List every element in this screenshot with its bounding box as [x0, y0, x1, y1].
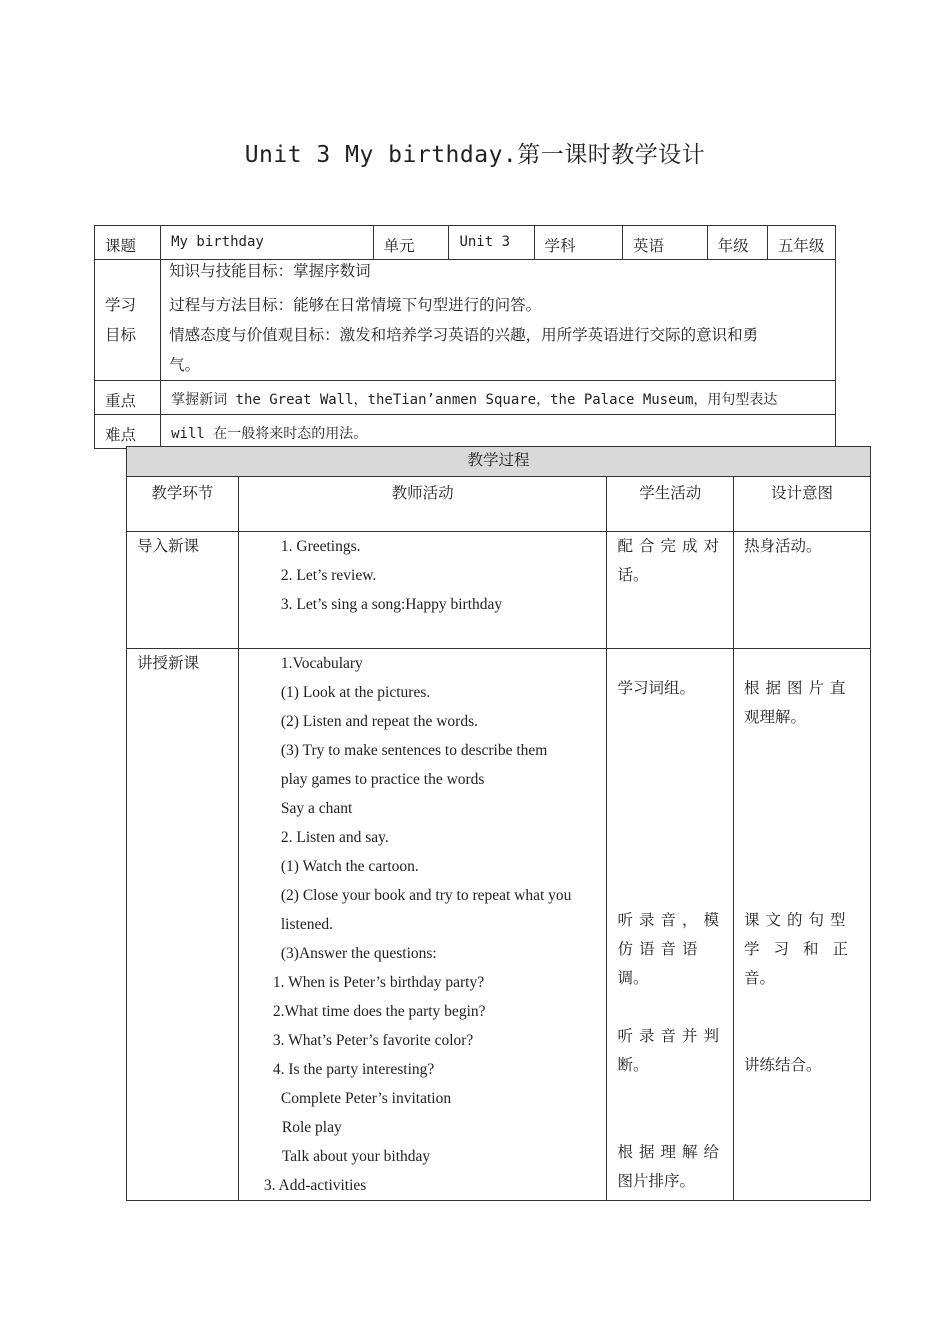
info-row-objectives: [95, 260, 836, 381]
list-item: listened.: [280, 916, 333, 933]
list-item: Complete Peter’s invitation: [280, 1090, 452, 1107]
spacer: [744, 993, 862, 1051]
student-lead-in: [607, 532, 734, 649]
difficult-label: 难点: [95, 415, 161, 449]
intent-pictures-1: 根据图片直: [743, 679, 852, 697]
objectives-label-line1: 学习: [105, 296, 137, 314]
unit-value: Unit 3: [449, 226, 534, 260]
list-item: 4. Is the party interesting?: [272, 1061, 435, 1078]
student-activity-vocab: 学习词组。: [617, 679, 695, 697]
difficult-value: will 在一般将来时态的用法。: [161, 415, 836, 449]
objective-attitude-cont: 气。: [169, 356, 201, 374]
intent-new-lesson: [733, 649, 870, 1201]
student-activity-judge-1: 听录音并判: [617, 1027, 725, 1045]
teacher-lead-in: [238, 532, 607, 649]
grade-label: 年级: [707, 226, 767, 260]
list-item: 1. When is Peter’s birthday party?: [272, 974, 485, 991]
intent-practice: 讲练结合。: [743, 1056, 822, 1074]
list-item: Role play: [281, 1119, 342, 1136]
list-item: 1. Greetings.: [280, 538, 361, 555]
table-row: [127, 532, 871, 649]
stage-lead-in-text: 导入新课: [137, 537, 200, 555]
course-label: 课题: [95, 226, 161, 260]
spacer: [617, 1080, 725, 1138]
list-item: Talk about your bithday: [281, 1148, 431, 1165]
course-value: My birthday: [161, 226, 373, 260]
title-chinese: 第一课时教学设计: [517, 142, 706, 168]
table-row: [127, 649, 871, 1201]
intent-lead-in: [733, 532, 870, 649]
intent-lead-in-text: 热身活动。: [743, 537, 822, 555]
intent-sentences-1: 课文的句型: [743, 911, 852, 929]
col-student: 学生活动: [607, 477, 734, 532]
spacer: [744, 649, 862, 674]
list-item: play games to practice the words: [280, 771, 485, 788]
student-activity-listen-1: 听录音，模: [617, 911, 725, 929]
info-row-key: [95, 381, 836, 415]
stage-new-lesson-text: 讲授新课: [137, 654, 200, 672]
page-title: [0, 136, 950, 169]
student-activity-listen-3: 调。: [617, 969, 649, 987]
subject-value: 英语: [623, 226, 708, 260]
student-activity-order-1: 根据理解给: [617, 1143, 725, 1161]
student-lead-in-line1: 配合完成对: [617, 537, 725, 555]
objective-process: 过程与方法目标：能够在日常情境下句型进行的问答。: [169, 296, 542, 314]
spacer: [617, 993, 725, 1022]
list-item: (1) Look at the pictures.: [280, 684, 431, 701]
objective-attitude: 情感态度与价值观目标：激发和培养学习英语的兴趣，用所学英语进行交际的意识和勇: [169, 326, 759, 344]
col-teacher: 教师活动: [238, 477, 607, 532]
list-item: 2. Listen and say.: [280, 829, 389, 846]
title-english: Unit 3 My birthday.: [244, 142, 518, 168]
info-row-difficult: [95, 415, 836, 449]
student-activity-order-2: 图片排序。: [617, 1172, 695, 1190]
col-stage: 教学环节: [127, 477, 239, 532]
list-item: (2) Close your book and try to repeat what you: [280, 887, 572, 904]
intent-sentences-2: 学习和正: [743, 940, 862, 958]
student-lead-in-line2: 话。: [617, 566, 649, 584]
list-item: 1.Vocabulary: [280, 655, 363, 672]
list-item: Say a chant: [280, 800, 353, 817]
student-activity-judge-2: 断。: [617, 1056, 649, 1074]
list-item: 3. Let’s sing a song:Happy birthday: [280, 596, 503, 613]
stage-lead-in: [127, 532, 239, 649]
grade-value: 五年级: [767, 226, 835, 260]
process-column-headers: [127, 477, 871, 532]
col-intent: 设计意图: [733, 477, 870, 532]
spacer: [617, 703, 725, 906]
list-item: 2.What time does the party begin?: [272, 1003, 486, 1020]
spacer: [744, 732, 862, 906]
lesson-info-table: [94, 225, 836, 449]
list-item: (1) Watch the cartoon.: [280, 858, 419, 875]
stage-new-lesson: [127, 649, 239, 1201]
list-item: (3) Try to make sentences to describe them: [280, 742, 548, 759]
info-row-basic: [95, 226, 836, 260]
objective-knowledge: 知识与技能目标：掌握序数词: [169, 262, 371, 280]
spacer: [617, 649, 725, 674]
teaching-process-table: [126, 446, 871, 1201]
student-new-lesson: [607, 649, 734, 1201]
teacher-new-lesson: [238, 649, 607, 1201]
objectives-label-line2: 目标: [105, 326, 137, 344]
objectives-content: [161, 260, 836, 381]
list-item: 2. Let’s review.: [280, 567, 377, 584]
list-item: (3)Answer the questions:: [280, 945, 437, 962]
unit-label: 单元: [373, 226, 449, 260]
list-item: 3. What’s Peter’s favorite color?: [272, 1032, 474, 1049]
student-activity-listen-2: 仿语音语: [617, 940, 704, 958]
objectives-label: [95, 260, 161, 381]
intent-pictures-2: 观理解。: [743, 708, 806, 726]
list-item: (2) Listen and repeat the words.: [280, 713, 479, 730]
intent-sentences-3: 音。: [743, 969, 775, 987]
list-item: 3. Add-activities: [263, 1177, 367, 1194]
key-value: 掌握新词 the Great Wall，theTian’anmen Square，the Palace Museum，用句型表达: [161, 381, 836, 415]
subject-label: 学科: [534, 226, 622, 260]
key-label: 重点: [95, 381, 161, 415]
process-header: 教学过程: [127, 447, 871, 477]
